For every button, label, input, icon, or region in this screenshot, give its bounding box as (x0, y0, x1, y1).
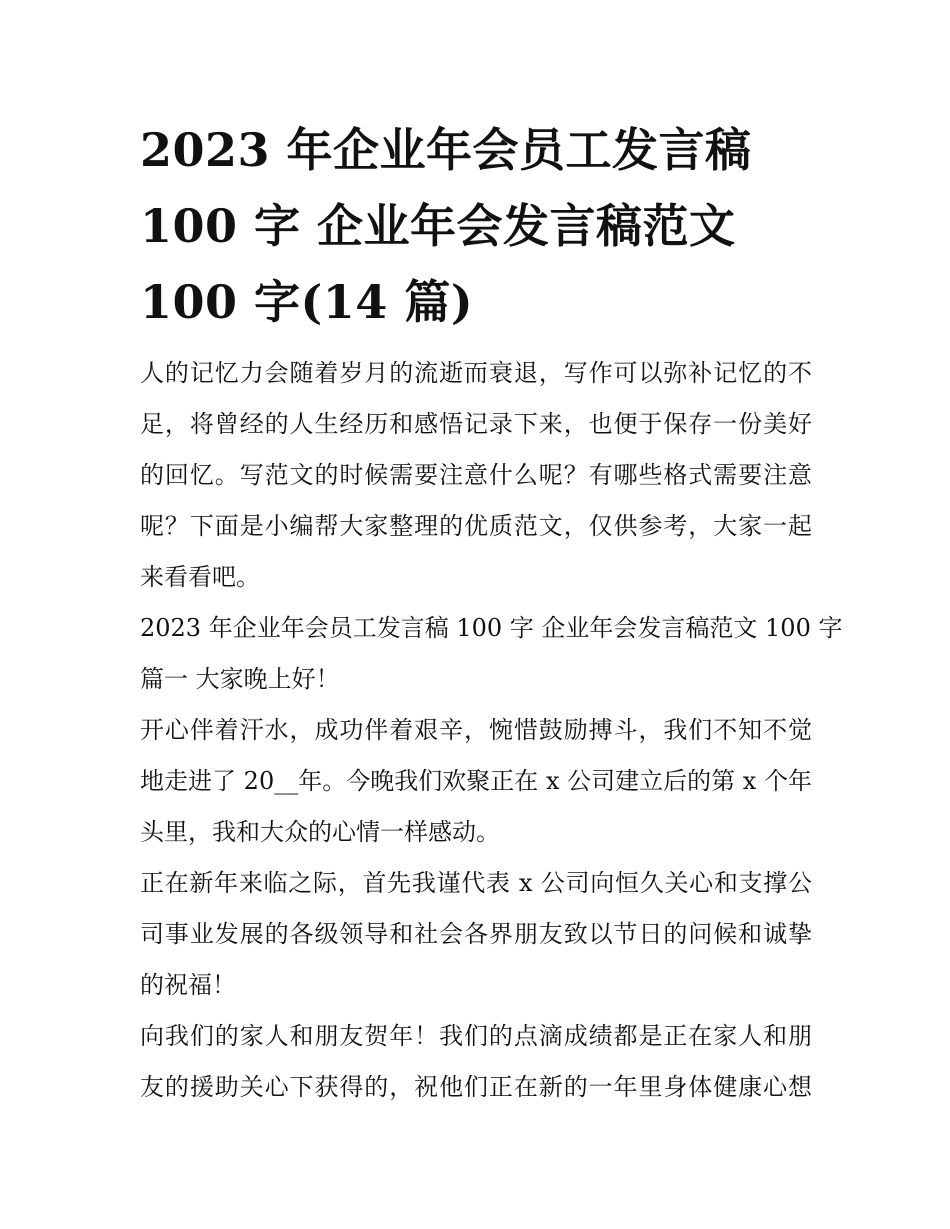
text-line: 开心伴着汗水，成功伴着艰辛，惋惜鼓励搏斗，我们不知不觉 (140, 716, 812, 744)
body-paragraph (140, 858, 812, 1011)
text-line: 篇一 大家晚上好！ (140, 665, 340, 693)
intro-paragraph (140, 348, 812, 603)
text-line: 正在新年来临之际，首先我谨代表 x 公司向恒久关心和支撑公 (140, 869, 812, 897)
text-line: 来看看吧。 (140, 563, 260, 591)
title-line: 2023 年企业年会员工发言稿 (140, 123, 752, 177)
body-paragraph (140, 705, 812, 858)
title-line: 100 字(14 篇) (140, 275, 474, 329)
text-line: 2023 年企业年会员工发言稿 100 字 企业年会发言稿范文 100 字 (140, 614, 843, 642)
text-line: 呢？下面是小编帮大家整理的优质范文，仅供参考，大家一起 (140, 512, 812, 540)
text-line: 头里，我和大众的心情一样感动。 (140, 818, 500, 846)
text-line: 的回忆。写范文的时候需要注意什么呢？有哪些格式需要注意 (140, 461, 812, 489)
document-title (140, 112, 812, 348)
text-line: 人的记忆力会随着岁月的流逝而衰退，写作可以弥补记忆的不 (140, 359, 812, 387)
text-line: 友的援助关心下获得的，祝他们正在新的一年里身体健康心想 (140, 1073, 812, 1101)
text-line: 的祝福！ (140, 971, 236, 999)
text-line: 司事业发展的各级领导和社会各界朋友致以节日的问候和诚挚 (140, 920, 812, 948)
section-heading-paragraph (140, 603, 843, 705)
document-body (140, 112, 843, 1113)
body-paragraph (140, 1011, 812, 1113)
text-line: 足，将曾经的人生经历和感悟记录下来，也便于保存一份美好 (140, 410, 812, 438)
text-line: 向我们的家人和朋友贺年！我们的点滴成绩都是正在家人和朋 (140, 1022, 812, 1050)
text-line: 地走进了 20__年。今晚我们欢聚正在 x 公司建立后的第 x 个年 (140, 767, 812, 795)
title-line: 100 字 企业年会发言稿范文 (140, 199, 736, 253)
